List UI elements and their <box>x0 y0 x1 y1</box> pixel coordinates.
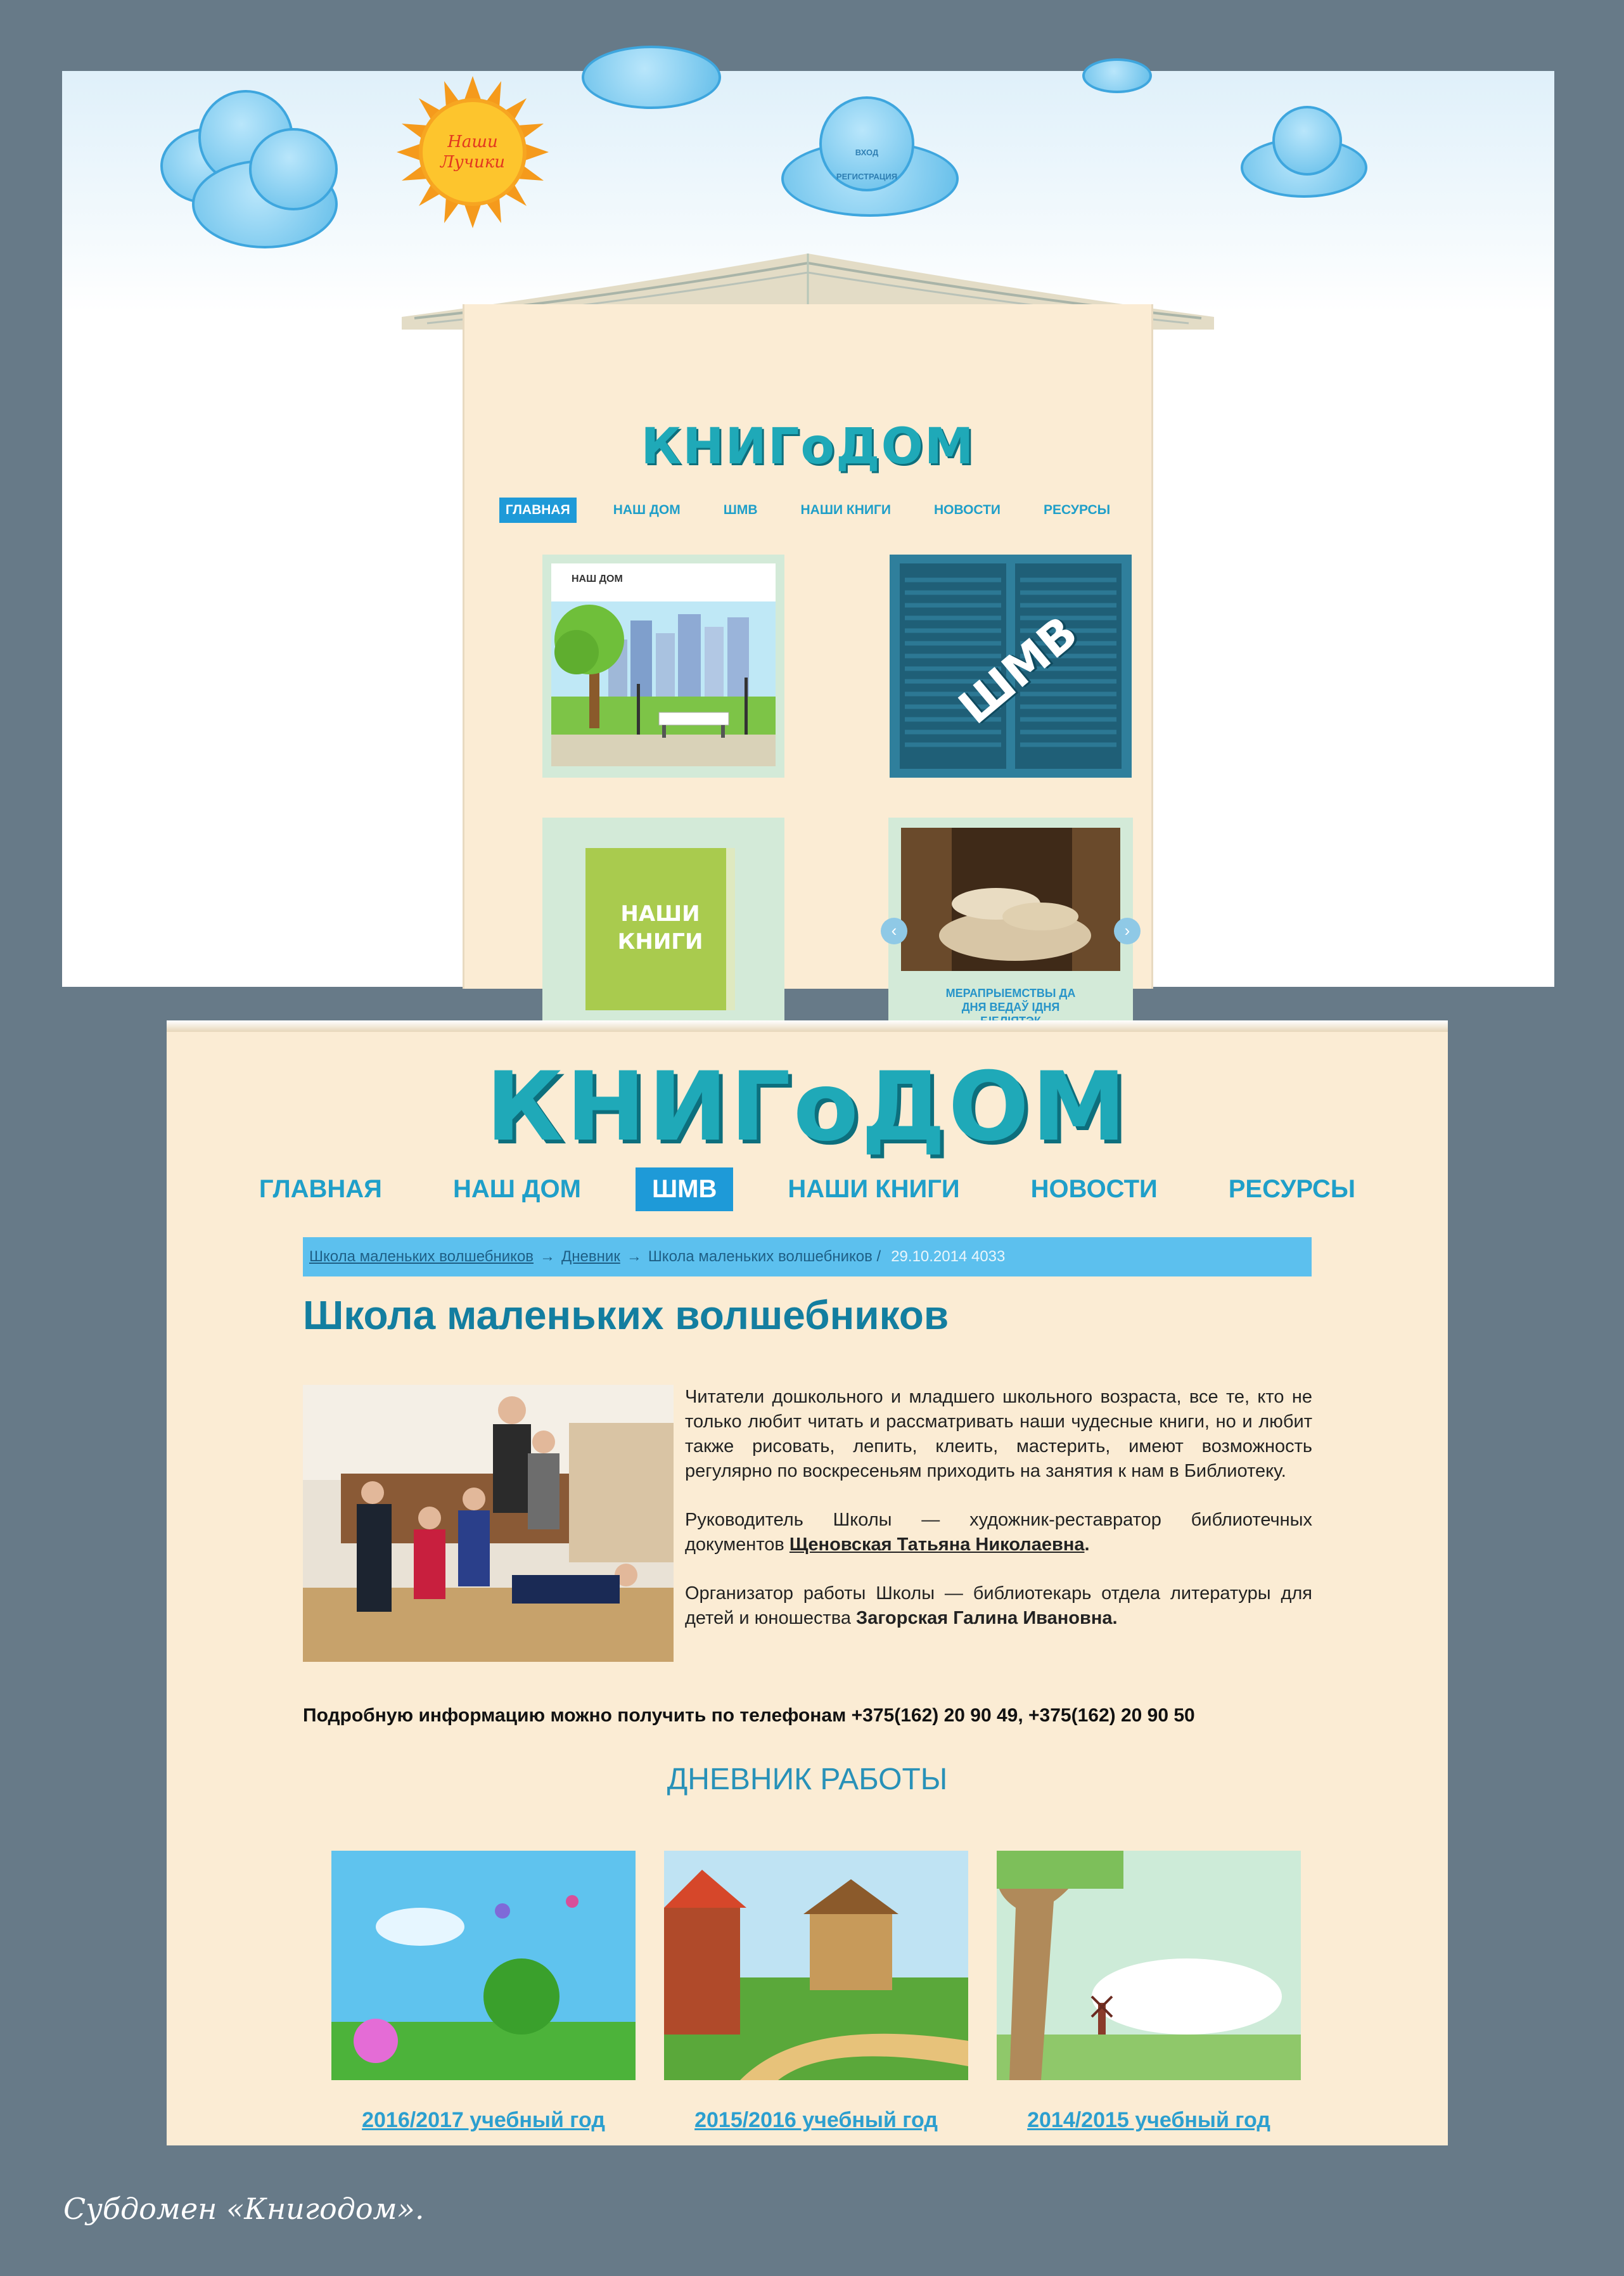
nav-item-resources[interactable]: РЕСУРСЫ <box>1228 1175 1356 1203</box>
nav-item-shmv[interactable]: ШМВ <box>636 1167 733 1211</box>
tile-our-home-label: НАШ ДОМ <box>572 574 623 584</box>
paragraph-leader-text: Руководитель Школы — художник-реставратор библиотечных документов <box>685 1510 1312 1555</box>
main-nav <box>402 498 1214 523</box>
cloud-decoration <box>582 46 721 115</box>
cloud-decoration <box>1082 58 1152 96</box>
sun-label <box>397 132 549 172</box>
year-card-2014 <box>997 1851 1301 2133</box>
village-houses-icon <box>664 1851 968 2080</box>
year-card-image[interactable] <box>331 1851 636 2080</box>
login-link[interactable]: ВХОД <box>855 148 879 157</box>
carousel-prev-button[interactable]: ‹ <box>881 918 907 944</box>
paragraph-organizer <box>685 1581 1312 1631</box>
carousel-image[interactable] <box>901 828 1120 971</box>
breadcrumb-arrow-icon: → <box>540 1248 556 1265</box>
book-container <box>402 254 1214 1013</box>
year-link-2015-2016[interactable]: 2015/2016 учебный год <box>694 2108 938 2132</box>
breadcrumb-current: Школа маленьких волшебников / <box>648 1248 881 1265</box>
tile-shmv[interactable] <box>890 555 1132 778</box>
contact-phones: Подробную информацию можно получить по телефонам +375(162) 20 90 49, +375(162) 20 90 50 <box>303 1705 1195 1726</box>
sun-label-line1: Наши <box>447 132 498 151</box>
nav-item-our-books[interactable]: НАШИ КНИГИ <box>800 503 891 517</box>
tile-our-books-label-line1: НАШИ <box>620 901 700 927</box>
description-text <box>685 1385 1312 1655</box>
year-card-image[interactable] <box>997 1851 1301 2080</box>
nav-item-news[interactable]: НОВОСТИ <box>933 503 1001 517</box>
home-page-screenshot <box>62 71 1554 1013</box>
nav-item-main[interactable]: ГЛАВНАЯ <box>259 1175 382 1203</box>
paragraph-audience: Читатели дошкольного и младшего школьного возраста, все те, кто не только любит читать и рассматривать наши чудесные книги, но и любит также рисовать, лепить, клеить, мастерить, имеют возможность регулярно по воскресеньям приходить на занятия к нам в Библиотеку. <box>685 1387 1312 1481</box>
auth-links <box>810 141 924 189</box>
sun-label-line2: Лучики <box>440 153 505 172</box>
paragraph-organizer-text: Организатор работы Школы — библиотекарь отдела литературы для детей и юношества <box>685 1583 1312 1628</box>
register-link[interactable]: РЕГИСТРАЦИЯ <box>836 172 898 181</box>
year-link-2014-2015[interactable]: 2014/2015 учебный год <box>1027 2108 1270 2132</box>
nav-item-our-home[interactable]: НАШ ДОМ <box>452 1175 581 1203</box>
site-logo[interactable]: КНИГоДОМ <box>641 418 975 475</box>
leader-name-link[interactable]: Щеновская Татьяна Николаевна <box>789 1534 1085 1555</box>
sun-logo[interactable] <box>397 76 549 228</box>
year-card-image[interactable] <box>664 1851 968 2080</box>
tile-our-home[interactable] <box>542 555 784 778</box>
main-nav <box>167 1167 1448 1211</box>
breadcrumb-link-school[interactable]: Школа маленьких волшебников <box>309 1248 534 1265</box>
breadcrumb-arrow-icon: → <box>626 1248 642 1265</box>
nav-item-news[interactable]: НОВОСТИ <box>1030 1175 1158 1203</box>
nav-item-our-books[interactable]: НАШИ КНИГИ <box>788 1175 960 1203</box>
meadow-flowers-icon <box>331 1851 636 2080</box>
diary-heading: ДНЕВНИК РАБОТЫ <box>667 1763 948 1796</box>
tile-our-books[interactable] <box>542 818 784 1041</box>
carousel-caption-line2: ДНЯ ВЕДАЎ ІДНЯ <box>961 1001 1060 1013</box>
carousel-next-button[interactable]: › <box>1114 918 1141 944</box>
nav-item-main[interactable]: ГЛАВНАЯ <box>499 498 577 523</box>
breadcrumb-link-diary[interactable]: Дневник <box>561 1248 620 1265</box>
tile-our-books-label <box>585 900 735 956</box>
tile-our-home-image <box>551 563 776 766</box>
group-photo-icon <box>303 1385 674 1662</box>
nav-item-our-home[interactable]: НАШ ДОМ <box>613 503 681 517</box>
year-card-2016 <box>331 1851 636 2133</box>
figure-caption: Субдомен «Книгодом». <box>63 2192 425 2226</box>
nav-item-shmv[interactable]: ШМВ <box>723 503 758 517</box>
tile-shmv-label: ШМВ <box>949 605 1088 735</box>
park-illustration-icon <box>551 563 776 766</box>
site-logo[interactable]: КНИГоДОМ <box>485 1052 1129 1162</box>
paragraph-leader <box>685 1508 1312 1557</box>
carousel-caption-line1: МЕРАПРЫЕМСТВЫ ДА <box>945 987 1076 1000</box>
breadcrumb-date: 29.10.2014 4033 <box>891 1248 1006 1265</box>
nav-item-resources[interactable]: РЕСУРСЫ <box>1044 503 1111 517</box>
open-books-photo-icon <box>901 828 1120 971</box>
shmv-page-screenshot <box>167 1020 1448 2145</box>
tree-windmill-icon <box>997 1851 1301 2080</box>
tile-our-books-label-line2: КНИГИ <box>617 929 703 955</box>
year-card-2015 <box>664 1851 968 2133</box>
children-group-photo <box>303 1385 674 1662</box>
breadcrumb <box>303 1237 1312 1276</box>
cloud-decoration <box>160 90 350 255</box>
page-title: Школа маленьких волшебников <box>303 1292 949 1338</box>
organizer-name: Загорская Галина Ивановна. <box>856 1608 1118 1628</box>
year-link-2016-2017[interactable]: 2016/2017 учебный год <box>362 2108 605 2132</box>
page-top-edge <box>167 1020 1448 1032</box>
paragraph-leader-end: . <box>1084 1534 1090 1555</box>
cloud-decoration <box>1241 106 1367 195</box>
tile-events-carousel <box>888 818 1133 1041</box>
